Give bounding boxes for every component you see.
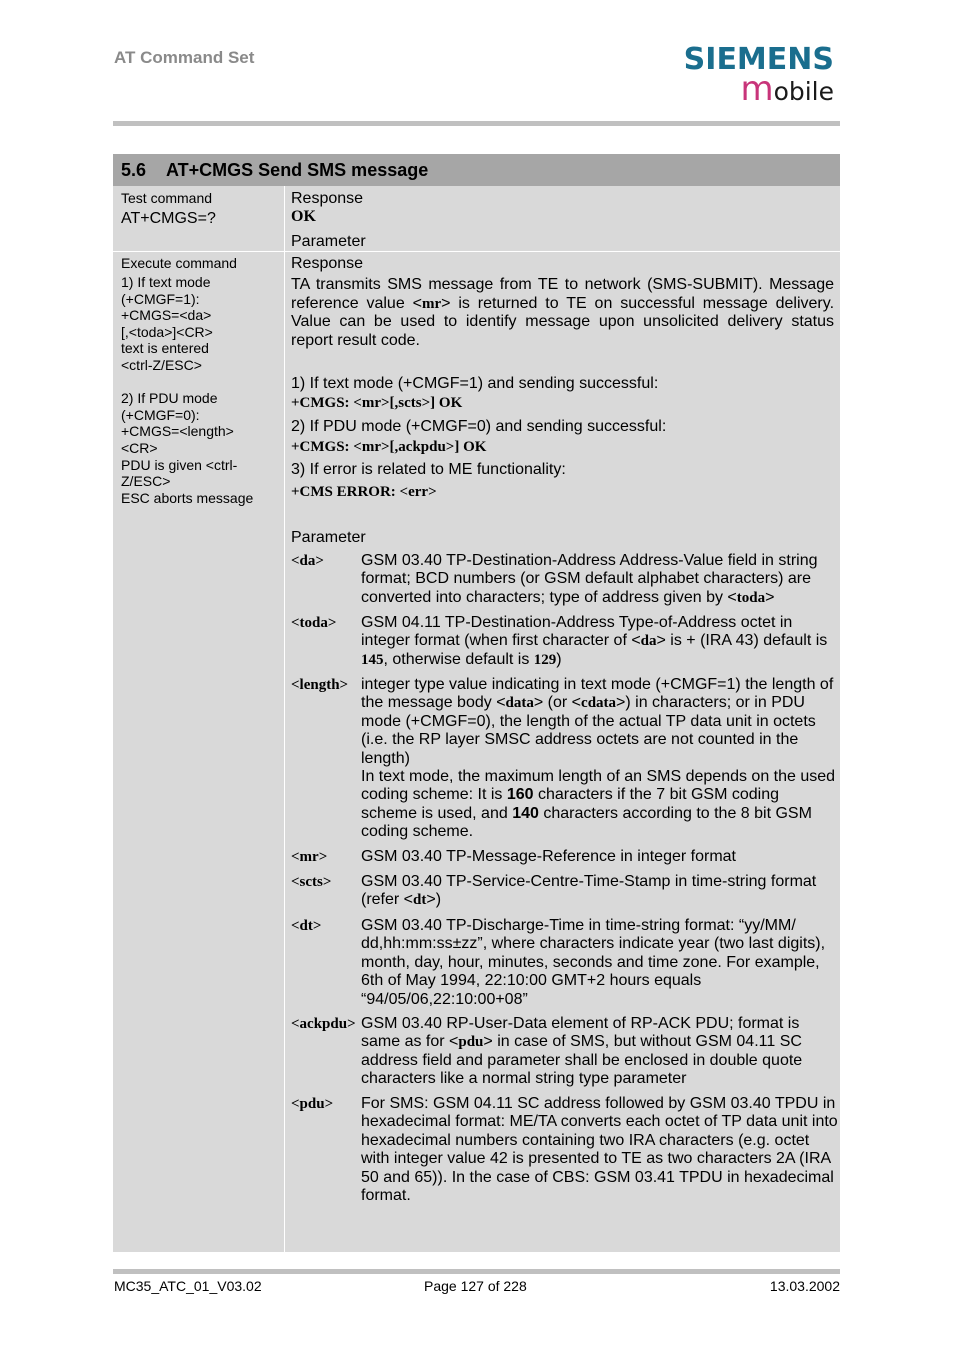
siemens-mobile-logo <box>683 42 834 109</box>
test-parameter-label: Parameter <box>291 233 366 250</box>
section-number: 5.6 <box>121 160 147 180</box>
logo-m: m <box>740 69 774 109</box>
execute-syntax: 1) If text mode (+CMGF=1): +CMGS=<da> [,<toda>]<CR> text is entered <ctrl-Z/ESC> 2) If PDU mode (+CMGF=0): +CMGS=<length> <CR> PDU is given <ctrl- Z/ESC> ESC aborts message <box>121 274 254 506</box>
execute-command-label: Execute command <box>121 255 237 271</box>
execute-parameter-label: Parameter <box>291 529 366 546</box>
test-response-label: Response <box>291 190 364 207</box>
case3-response: +CMS ERROR: <err> <box>291 484 437 500</box>
execute-response-label: Response <box>291 255 364 272</box>
command-table: Test command AT+CMGS=? Response OK Parameter Execute command 1) If text mode (+CMGF=1): +CMGS=<da> [,<toda>]<CR> text is entered <ctrl-Z/ESC> 2) If PDU mode (+CMGF=0): +CMGS=<length> <CR> PDU is given <ctrl- Z/ESC> ESC aborts message Response TA transmits SMS message from TE to network (SMS-SUBMIT). Message reference value <mr> is returned to TE on successful message delivery. Value can be used to identify message upon unsolicited delivery status report result code. 1) If text mode (+CMGF=1) and sending successful: +CMGS: <mr>[,scts>] OK 2) If PDU mode (+CMGF=0) and sending successful: +CMGS: <mr>[,ackpdu>] OK 3) If error is related to ME functionality: +CMS ERROR: <err> Parameter <da> GSM 03.40 TP-Destination-Address Address-Value field in string format; BCD numbers (or GSM default alphabet characters) are converted into characters; type of address given by <toda> <toda> GSM 04.11 TP-Destination-Address Type-of-Address octet in integer format (when first character of <da> is + (IRA 43) default is 145, otherwise default is 129) <length> integer type value indicating in text mode (+CMGF=1) the length of the message body <data> (or <cdata>) in characters; or in PDU mode (+CMGF=0), the length of the actual TP data unit in octets (i.e. the RP layer SMSC address octets are not counted in the length) In text mode, the maximum length of an SMS depends on the used coding scheme: It is 160 characters if the 7 bit GSM coding scheme is used, and 140 characters according to the 8 bit GSM coding scheme. <mr> GSM 03.40 TP-Message-Reference in integer format <scts> GSM 03.40 TP-Service-Centre-Time-Stamp in time-string format (refer <dt>) <dt> GSM 03.40 TP-Discharge-Time in time-string format: “yy/MM/ dd,hh:mm:ss±zz”, where characters indicate year (two last digits), month, day, hour, minutes, seconds and time zone. For example, 6th of May 1994, 22:10:00 GMT+2 hours equals “94/05/06,22:10:00+08” <ackpdu> GSM 03.40 RP-User-Data element of RP-ACK PDU; format is same as for <pdu> in case of SMS, but without GSM 04.11 SC address field and parameter shall be enclosed in double quote characters like a normal string type parameter <pdu> For SMS: GSM 04.11 SC address followed by GSM 03.40 TPDU in hexadecimal format: ME/TA converts each octet of TP data unit into hexadecimal numbers containing two IRA characters (e.g. octet with integer value 42 is presented to TE as two characters 2A (IRA 50 and 65)). In the case of CBS: GSM 03.41 TPDU in hexadecimal format. <box>113 186 840 1252</box>
logo-siemens: SIEMENS <box>683 42 834 77</box>
case2-response: +CMGS: <mr>[,ackpdu>] OK <box>291 439 487 455</box>
case2-text: 2) If PDU mode (+CMGF=0) and sending successful: <box>291 418 667 435</box>
execute-description: TA transmits SMS message from TE to network (SMS-SUBMIT). Message reference value <mr> is returned to TE on successful message delivery. Value can be used to identify message upon unsolicited delivery status report result code. <box>291 276 835 349</box>
footer-page-number: Page 127 of 228 <box>424 1278 527 1294</box>
header-divider <box>113 121 840 126</box>
test-command: AT+CMGS=? <box>121 210 216 227</box>
case1-response: +CMGS: <mr>[,scts>] OK <box>291 395 463 411</box>
logo-obile: obile <box>773 77 834 106</box>
section-title: AT+CMGS Send SMS message <box>166 160 429 180</box>
document-header-title: AT Command Set <box>114 48 255 67</box>
footer-date: 13.03.2002 <box>769 1278 840 1294</box>
footer-doc-id: MC35_ATC_01_V03.02 <box>114 1278 262 1294</box>
section-heading <box>113 154 840 186</box>
case1-text: 1) If text mode (+CMGF=1) and sending successful: <box>291 375 659 392</box>
footer-divider <box>113 1269 840 1274</box>
case3-text: 3) If error is related to ME functionality: <box>291 461 566 478</box>
test-command-label: Test command <box>121 190 213 206</box>
test-response: OK <box>291 208 316 225</box>
